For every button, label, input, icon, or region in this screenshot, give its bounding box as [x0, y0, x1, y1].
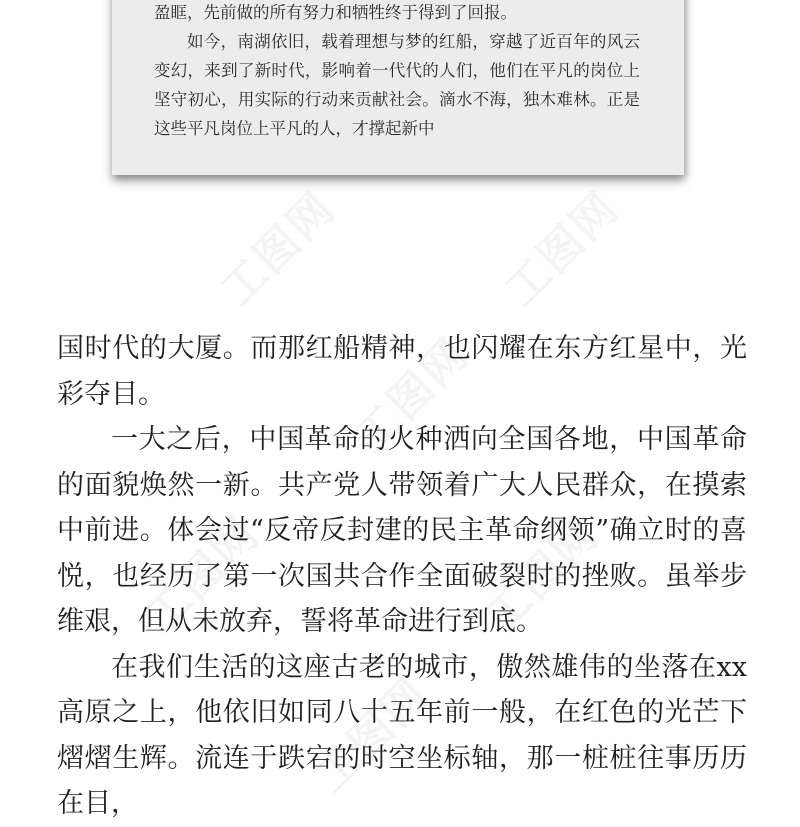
article-paragraph-2: 一大之后，中国革命的火种洒向全国各地，中国革命的面貌焕然一新。共产党人带领着广大人民群众，在摸索中前进。体会过“反帝反封建的民主革命纲领”确立时的喜悦，也经历了第一次国共合作全面破裂时的挫败。虽举步维艰，但从未放弃，誓将革命进行到底。: [57, 424, 747, 637]
article-paragraph-3: 在我们生活的这座古老的城市，傲然雄伟的坐落在xx高原之上，他依旧如同八十五年前一般，在红色的光芒下熠熠生辉。流连于跌宕的时空坐标轴，那一桩桩往事历历在目，: [57, 651, 747, 819]
watermark-logo: 工图网: [475, 508, 610, 643]
excerpt-text: [154, 0, 640, 143]
watermark-logo: 工图网: [345, 328, 480, 463]
article-paragraph-1: 国时代的大厦。而那红船精神，也闪耀在东方红星中，光彩夺目。: [57, 333, 747, 410]
watermark-logo: 工图网: [495, 182, 630, 317]
excerpt-card: [112, 0, 684, 175]
excerpt-paragraph-2: 如今，南湖依旧，载着理想与梦的红船，穿越了近百年的风云变幻，来到了新时代，影响着一代代的人们，他们在平凡的岗位上坚守初心，用实际的行动来贡献社会。滴水不海，独木难林。正是这些平凡岗位上平凡的人，才撑起新中: [154, 32, 640, 138]
article-body: [57, 326, 747, 827]
watermark-logo: 工图网: [211, 182, 346, 317]
excerpt-paragraph-1: 盈眶，先前做的所有努力和牺牲终于得到了回报。: [154, 3, 517, 22]
watermark-logo: 工图网: [135, 508, 270, 643]
watermark-logo: 工图网: [305, 668, 440, 803]
